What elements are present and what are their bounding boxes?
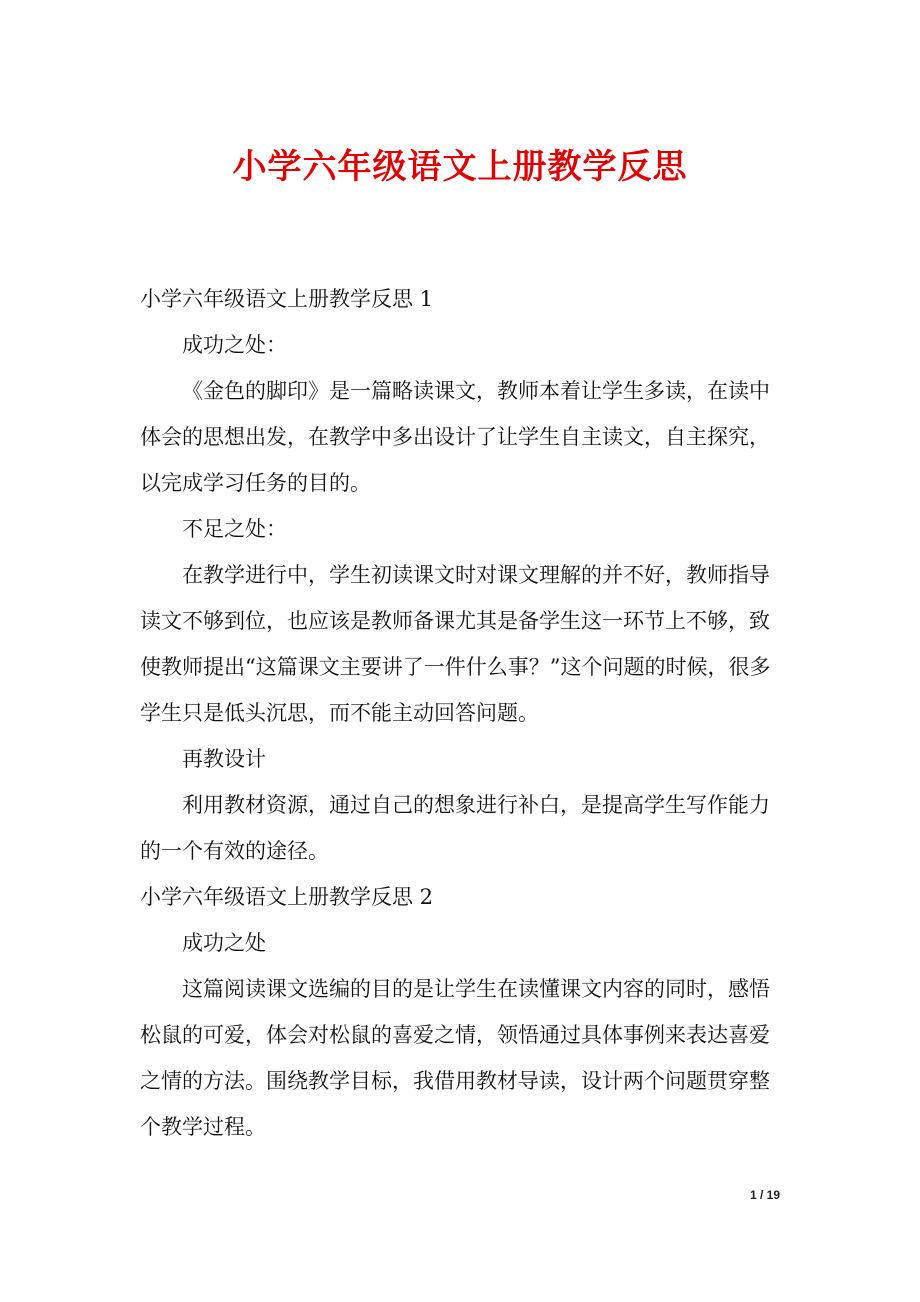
shortcoming-label: 不足之处：: [182, 517, 287, 541]
page-number: 1 / 19: [749, 1188, 780, 1202]
success-label-2: 成功之处: [182, 931, 266, 955]
document-body: [140, 276, 780, 1150]
paragraph-success-1: 《金色的脚印》是一篇略读课文，教师本着让学生多读，在读中体会的思想出发，在教学中多出设计了让学生自主读文，自主探究，以完成学习任务的目的。: [140, 379, 770, 495]
document-title: 小学六年级语文上册教学反思: [232, 147, 688, 187]
paragraph-shortcoming: 在教学进行中，学生初读课文时对课文理解的并不好，教师指导读文不够到位，也应该是教师备课尤其是备学生这一环节上不够，致使教师提出“这篇课文主要讲了一件什么事？”这个问题的时候，很多学生只是低头沉思，而不能主动回答问题。: [140, 563, 771, 725]
section-heading-1: 小学六年级语文上册教学反思 1: [140, 287, 434, 311]
paragraph-redesign: 利用教材资源，通过自己的想象进行补白，是提高学生写作能力的一个有效的途径。: [140, 793, 770, 863]
section-heading-2: 小学六年级语文上册教学反思 2: [140, 885, 434, 909]
paragraph-success-2: 这篇阅读课文选编的目的是让学生在读懂课文内容的同时，感悟松鼠的可爱，体会对松鼠的喜爱之情，领悟通过具体事例来表达喜爱之情的方法。围绕教学目标，我借用教材导读，设计两个问题贯穿整个教学过程。: [140, 977, 770, 1139]
success-label-1: 成功之处：: [182, 333, 287, 357]
redesign-label: 再教设计: [182, 747, 266, 771]
